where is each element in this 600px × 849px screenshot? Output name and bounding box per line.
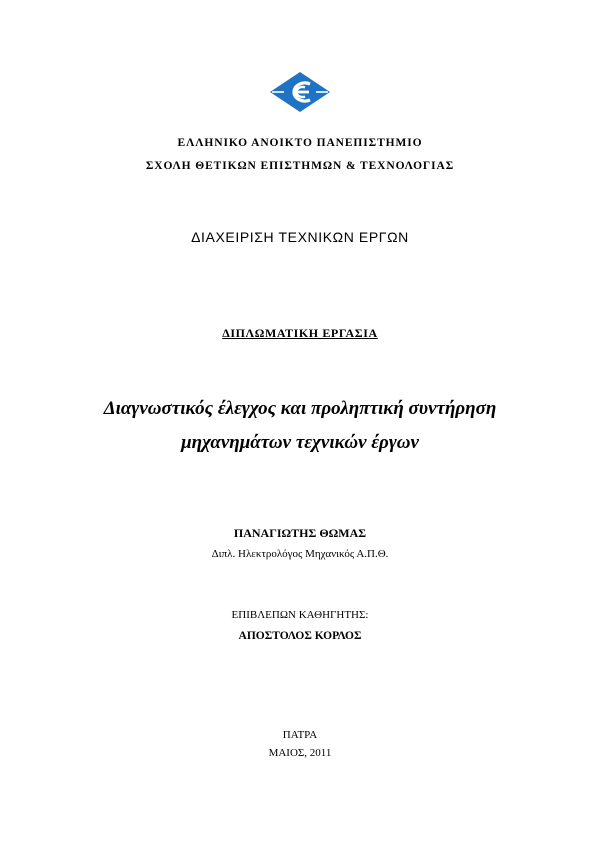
program-name: ΔΙΑΧΕΙΡΙΣΗ ΤΕΧΝΙΚΩΝ ΕΡΓΩΝ bbox=[191, 229, 409, 245]
document-type: ΔΙΠΛΩΜΑΤΙΚΗ ΕΡΓΑΣΙΑ bbox=[222, 326, 378, 340]
school-name: ΣΧΟΛΗ ΘΕΤΙΚΩΝ ΕΠΙΣΤΗΜΩΝ & ΤΕΧΝΟΛΟΓΙΑΣ bbox=[145, 160, 455, 172]
author-name: ΠΑΝΑΓΙΩΤΗΣ ΘΩΜΑΣ bbox=[233, 526, 367, 540]
place: ΠΑΤΡΑ bbox=[282, 729, 318, 741]
date: ΜΑΙΟΣ, 2011 bbox=[268, 747, 332, 759]
supervisor-name: ΑΠΟΣΤΟΛΟΣ ΚΟΡΛΟΣ bbox=[238, 630, 362, 642]
author-qualification: Διπλ. Ηλεκτρολόγος Μηχανικός Α.Π.Θ. bbox=[211, 548, 389, 560]
thesis-title-line-1: Διαγνωστικός έλεγχος και προληπτική συντήρηση bbox=[103, 398, 497, 419]
university-emblem-icon bbox=[269, 71, 331, 113]
institution-name: ΕΛΛΗΝΙΚΟ ΑΝΟΙΚΤΟ ΠΑΝΕΠΙΣΤΗΜΙΟ bbox=[177, 137, 423, 149]
supervisor-label: ΕΠΙΒΛΕΠΩΝ ΚΑΘΗΓΗΤΗΣ: bbox=[231, 609, 369, 621]
thesis-title-line-2: μηχανημάτων τεχνικών έργων bbox=[181, 432, 419, 453]
